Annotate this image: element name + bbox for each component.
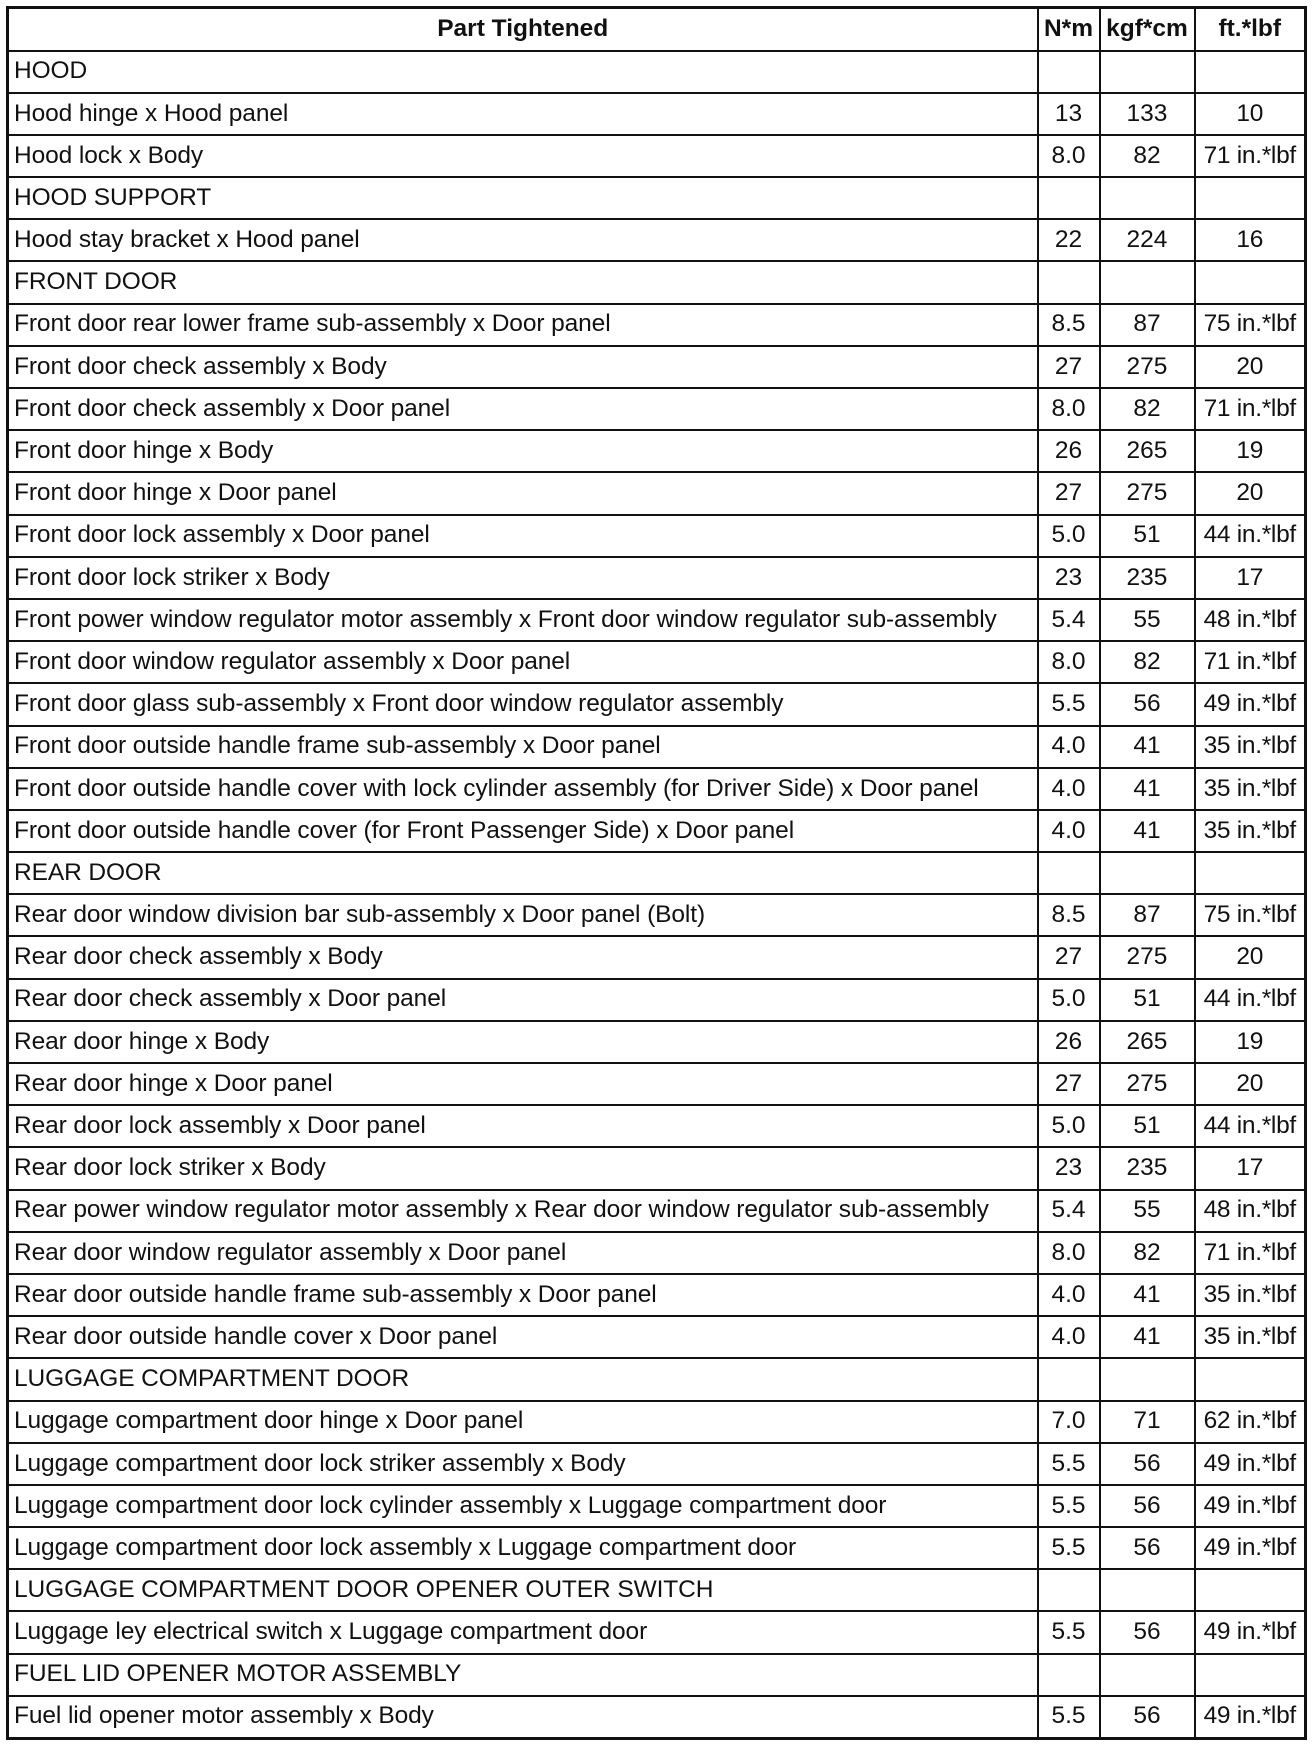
nm-cell: 5.5 (1038, 1696, 1100, 1738)
header-kgfcm: kgf*cm (1100, 8, 1195, 51)
kgfcm-cell: 41 (1100, 1274, 1195, 1316)
section-row (8, 1654, 1306, 1696)
nm-cell: 5.0 (1038, 979, 1100, 1021)
part-cell: Front door hinge x Door panel (8, 472, 1038, 514)
kgfcm-cell: 82 (1100, 1232, 1195, 1274)
ftlbf-cell: 20 (1195, 472, 1306, 514)
nm-cell: 26 (1038, 1021, 1100, 1063)
table-row (8, 557, 1306, 599)
ftlbf-cell: 35 in.*lbf (1195, 768, 1306, 810)
part-cell: Fuel lid opener motor assembly x Body (8, 1696, 1038, 1738)
table-row (8, 641, 1306, 683)
ftlbf-cell: 49 in.*lbf (1195, 1443, 1306, 1485)
ftlbf-cell: 16 (1195, 219, 1306, 261)
kgfcm-cell: 41 (1100, 1316, 1195, 1358)
nm-cell (1038, 852, 1100, 894)
table-row (8, 388, 1306, 430)
section-title: HOOD (8, 51, 1038, 93)
part-cell: Hood lock x Body (8, 135, 1038, 177)
table-row (8, 515, 1306, 557)
nm-cell (1038, 1358, 1100, 1400)
header-ftlbf: ft.*lbf (1195, 8, 1306, 51)
ftlbf-cell: 71 in.*lbf (1195, 135, 1306, 177)
kgfcm-cell: 71 (1100, 1401, 1195, 1443)
part-cell: Hood hinge x Hood panel (8, 93, 1038, 135)
part-cell: Front door outside handle cover with lock cylinder assembly (for Driver Side) x Door panel (8, 768, 1038, 810)
part-cell: Front door outside handle frame sub-assembly x Door panel (8, 726, 1038, 768)
part-cell: Rear door lock assembly x Door panel (8, 1105, 1038, 1147)
kgfcm-cell: 275 (1100, 472, 1195, 514)
torque-specification-page (6, 6, 1304, 1740)
kgfcm-cell: 82 (1100, 135, 1195, 177)
ftlbf-cell: 44 in.*lbf (1195, 1105, 1306, 1147)
nm-cell: 5.4 (1038, 599, 1100, 641)
nm-cell: 5.5 (1038, 1611, 1100, 1653)
table-row (8, 346, 1306, 388)
ftlbf-cell: 17 (1195, 1147, 1306, 1189)
section-title: FUEL LID OPENER MOTOR ASSEMBLY (8, 1654, 1038, 1696)
ftlbf-cell: 35 in.*lbf (1195, 1316, 1306, 1358)
part-cell: Luggage ley electrical switch x Luggage compartment door (8, 1611, 1038, 1653)
ftlbf-cell (1195, 51, 1306, 93)
table-row (8, 430, 1306, 472)
nm-cell: 5.5 (1038, 683, 1100, 725)
ftlbf-cell (1195, 177, 1306, 219)
table-row (8, 1063, 1306, 1105)
table-row (8, 936, 1306, 978)
part-cell: Rear door outside handle frame sub-assembly x Door panel (8, 1274, 1038, 1316)
table-row (8, 219, 1306, 261)
ftlbf-cell: 49 in.*lbf (1195, 1611, 1306, 1653)
table-row (8, 472, 1306, 514)
table-row (8, 93, 1306, 135)
kgfcm-cell: 55 (1100, 599, 1195, 641)
ftlbf-cell (1195, 1569, 1306, 1611)
part-cell: Front door rear lower frame sub-assembly x Door panel (8, 304, 1038, 346)
table-row (8, 1190, 1306, 1232)
nm-cell: 4.0 (1038, 768, 1100, 810)
table-row (8, 599, 1306, 641)
nm-cell: 27 (1038, 472, 1100, 514)
header-row (8, 8, 1306, 51)
table-row (8, 1021, 1306, 1063)
nm-cell (1038, 1654, 1100, 1696)
part-cell: Front door lock striker x Body (8, 557, 1038, 599)
nm-cell: 8.0 (1038, 1232, 1100, 1274)
kgfcm-cell: 56 (1100, 1527, 1195, 1569)
kgfcm-cell: 275 (1100, 936, 1195, 978)
nm-cell: 8.5 (1038, 894, 1100, 936)
part-cell: Rear door hinge x Door panel (8, 1063, 1038, 1105)
kgfcm-cell (1100, 852, 1195, 894)
kgfcm-cell: 56 (1100, 1485, 1195, 1527)
ftlbf-cell: 49 in.*lbf (1195, 1527, 1306, 1569)
section-row (8, 852, 1306, 894)
nm-cell: 8.0 (1038, 135, 1100, 177)
ftlbf-cell: 49 in.*lbf (1195, 1696, 1306, 1738)
part-cell: Rear door window regulator assembly x Door panel (8, 1232, 1038, 1274)
kgfcm-cell (1100, 177, 1195, 219)
nm-cell: 5.5 (1038, 1443, 1100, 1485)
torque-table (6, 6, 1307, 1740)
kgfcm-cell: 224 (1100, 219, 1195, 261)
part-cell: Rear door outside handle cover x Door panel (8, 1316, 1038, 1358)
ftlbf-cell: 62 in.*lbf (1195, 1401, 1306, 1443)
nm-cell: 5.5 (1038, 1485, 1100, 1527)
section-row (8, 1569, 1306, 1611)
ftlbf-cell: 44 in.*lbf (1195, 515, 1306, 557)
table-row (8, 1316, 1306, 1358)
nm-cell (1038, 1569, 1100, 1611)
nm-cell: 27 (1038, 1063, 1100, 1105)
kgfcm-cell: 56 (1100, 1611, 1195, 1653)
table-row (8, 1485, 1306, 1527)
ftlbf-cell: 71 in.*lbf (1195, 1232, 1306, 1274)
table-row (8, 1527, 1306, 1569)
ftlbf-cell: 48 in.*lbf (1195, 599, 1306, 641)
ftlbf-cell (1195, 852, 1306, 894)
nm-cell: 5.5 (1038, 1527, 1100, 1569)
ftlbf-cell: 71 in.*lbf (1195, 641, 1306, 683)
table-row (8, 894, 1306, 936)
nm-cell: 8.0 (1038, 641, 1100, 683)
ftlbf-cell: 20 (1195, 1063, 1306, 1105)
ftlbf-cell: 35 in.*lbf (1195, 726, 1306, 768)
part-cell: Rear door lock striker x Body (8, 1147, 1038, 1189)
nm-cell: 4.0 (1038, 1316, 1100, 1358)
kgfcm-cell: 82 (1100, 641, 1195, 683)
ftlbf-cell: 44 in.*lbf (1195, 979, 1306, 1021)
kgfcm-cell: 51 (1100, 979, 1195, 1021)
ftlbf-cell: 20 (1195, 936, 1306, 978)
ftlbf-cell: 49 in.*lbf (1195, 1485, 1306, 1527)
nm-cell: 7.0 (1038, 1401, 1100, 1443)
ftlbf-cell: 49 in.*lbf (1195, 683, 1306, 725)
kgfcm-cell (1100, 1654, 1195, 1696)
section-row (8, 261, 1306, 303)
ftlbf-cell: 48 in.*lbf (1195, 1190, 1306, 1232)
table-row (8, 979, 1306, 1021)
ftlbf-cell: 19 (1195, 430, 1306, 472)
kgfcm-cell: 56 (1100, 683, 1195, 725)
nm-cell: 8.5 (1038, 304, 1100, 346)
table-row (8, 810, 1306, 852)
kgfcm-cell: 41 (1100, 726, 1195, 768)
kgfcm-cell: 51 (1100, 1105, 1195, 1147)
nm-cell: 4.0 (1038, 1274, 1100, 1316)
nm-cell: 4.0 (1038, 726, 1100, 768)
kgfcm-cell: 265 (1100, 430, 1195, 472)
header-nm: N*m (1038, 8, 1100, 51)
section-row (8, 51, 1306, 93)
kgfcm-cell (1100, 1569, 1195, 1611)
part-cell: Front door lock assembly x Door panel (8, 515, 1038, 557)
header-part-tightened: Part Tightened (8, 8, 1038, 51)
kgfcm-cell: 235 (1100, 557, 1195, 599)
section-title: LUGGAGE COMPARTMENT DOOR (8, 1358, 1038, 1400)
table-row (8, 1105, 1306, 1147)
part-cell: Rear door hinge x Body (8, 1021, 1038, 1063)
part-cell: Front door glass sub-assembly x Front door window regulator assembly (8, 683, 1038, 725)
part-cell: Luggage compartment door lock striker assembly x Body (8, 1443, 1038, 1485)
nm-cell: 27 (1038, 936, 1100, 978)
nm-cell: 13 (1038, 93, 1100, 135)
kgfcm-cell: 55 (1100, 1190, 1195, 1232)
kgfcm-cell: 56 (1100, 1443, 1195, 1485)
part-cell: Rear power window regulator motor assembly x Rear door window regulator sub-assembly (8, 1190, 1038, 1232)
nm-cell: 22 (1038, 219, 1100, 261)
kgfcm-cell: 235 (1100, 1147, 1195, 1189)
ftlbf-cell (1195, 1358, 1306, 1400)
nm-cell: 23 (1038, 1147, 1100, 1189)
table-row (8, 768, 1306, 810)
kgfcm-cell: 275 (1100, 1063, 1195, 1105)
table-row (8, 1401, 1306, 1443)
ftlbf-cell: 75 in.*lbf (1195, 894, 1306, 936)
ftlbf-cell (1195, 261, 1306, 303)
ftlbf-cell: 71 in.*lbf (1195, 388, 1306, 430)
kgfcm-cell: 56 (1100, 1696, 1195, 1738)
ftlbf-cell (1195, 1654, 1306, 1696)
table-row (8, 1696, 1306, 1738)
kgfcm-cell: 41 (1100, 810, 1195, 852)
table-row (8, 683, 1306, 725)
table-row (8, 1147, 1306, 1189)
ftlbf-cell: 19 (1195, 1021, 1306, 1063)
table-body (8, 51, 1306, 1739)
nm-cell: 27 (1038, 346, 1100, 388)
part-cell: Front door window regulator assembly x Door panel (8, 641, 1038, 683)
nm-cell (1038, 177, 1100, 219)
kgfcm-cell (1100, 261, 1195, 303)
section-title: HOOD SUPPORT (8, 177, 1038, 219)
section-title: REAR DOOR (8, 852, 1038, 894)
part-cell: Luggage compartment door lock assembly x Luggage compartment door (8, 1527, 1038, 1569)
ftlbf-cell: 75 in.*lbf (1195, 304, 1306, 346)
part-cell: Rear door check assembly x Door panel (8, 979, 1038, 1021)
kgfcm-cell (1100, 51, 1195, 93)
ftlbf-cell: 10 (1195, 93, 1306, 135)
nm-cell: 8.0 (1038, 388, 1100, 430)
nm-cell: 5.0 (1038, 515, 1100, 557)
table-row (8, 726, 1306, 768)
nm-cell: 4.0 (1038, 810, 1100, 852)
nm-cell: 5.0 (1038, 1105, 1100, 1147)
part-cell: Front power window regulator motor assembly x Front door window regulator sub-assembly (8, 599, 1038, 641)
part-cell: Rear door window division bar sub-assembly x Door panel (Bolt) (8, 894, 1038, 936)
part-cell: Rear door check assembly x Body (8, 936, 1038, 978)
table-row (8, 135, 1306, 177)
ftlbf-cell: 17 (1195, 557, 1306, 599)
ftlbf-cell: 35 in.*lbf (1195, 810, 1306, 852)
section-row (8, 177, 1306, 219)
table-row (8, 1611, 1306, 1653)
ftlbf-cell: 20 (1195, 346, 1306, 388)
section-title: LUGGAGE COMPARTMENT DOOR OPENER OUTER SWITCH (8, 1569, 1038, 1611)
nm-cell: 26 (1038, 430, 1100, 472)
ftlbf-cell: 35 in.*lbf (1195, 1274, 1306, 1316)
section-row (8, 1358, 1306, 1400)
section-title: FRONT DOOR (8, 261, 1038, 303)
part-cell: Luggage compartment door hinge x Door panel (8, 1401, 1038, 1443)
table-row (8, 1232, 1306, 1274)
table-row (8, 1274, 1306, 1316)
nm-cell: 23 (1038, 557, 1100, 599)
kgfcm-cell: 275 (1100, 346, 1195, 388)
part-cell: Hood stay bracket x Hood panel (8, 219, 1038, 261)
part-cell: Luggage compartment door lock cylinder assembly x Luggage compartment door (8, 1485, 1038, 1527)
kgfcm-cell: 87 (1100, 304, 1195, 346)
nm-cell (1038, 261, 1100, 303)
nm-cell (1038, 51, 1100, 93)
kgfcm-cell: 51 (1100, 515, 1195, 557)
kgfcm-cell: 87 (1100, 894, 1195, 936)
table-header (8, 8, 1306, 51)
part-cell: Front door check assembly x Door panel (8, 388, 1038, 430)
nm-cell: 5.4 (1038, 1190, 1100, 1232)
kgfcm-cell: 265 (1100, 1021, 1195, 1063)
kgfcm-cell (1100, 1358, 1195, 1400)
table-row (8, 304, 1306, 346)
part-cell: Front door outside handle cover (for Front Passenger Side) x Door panel (8, 810, 1038, 852)
kgfcm-cell: 82 (1100, 388, 1195, 430)
part-cell: Front door check assembly x Body (8, 346, 1038, 388)
kgfcm-cell: 133 (1100, 93, 1195, 135)
kgfcm-cell: 41 (1100, 768, 1195, 810)
table-row (8, 1443, 1306, 1485)
part-cell: Front door hinge x Body (8, 430, 1038, 472)
